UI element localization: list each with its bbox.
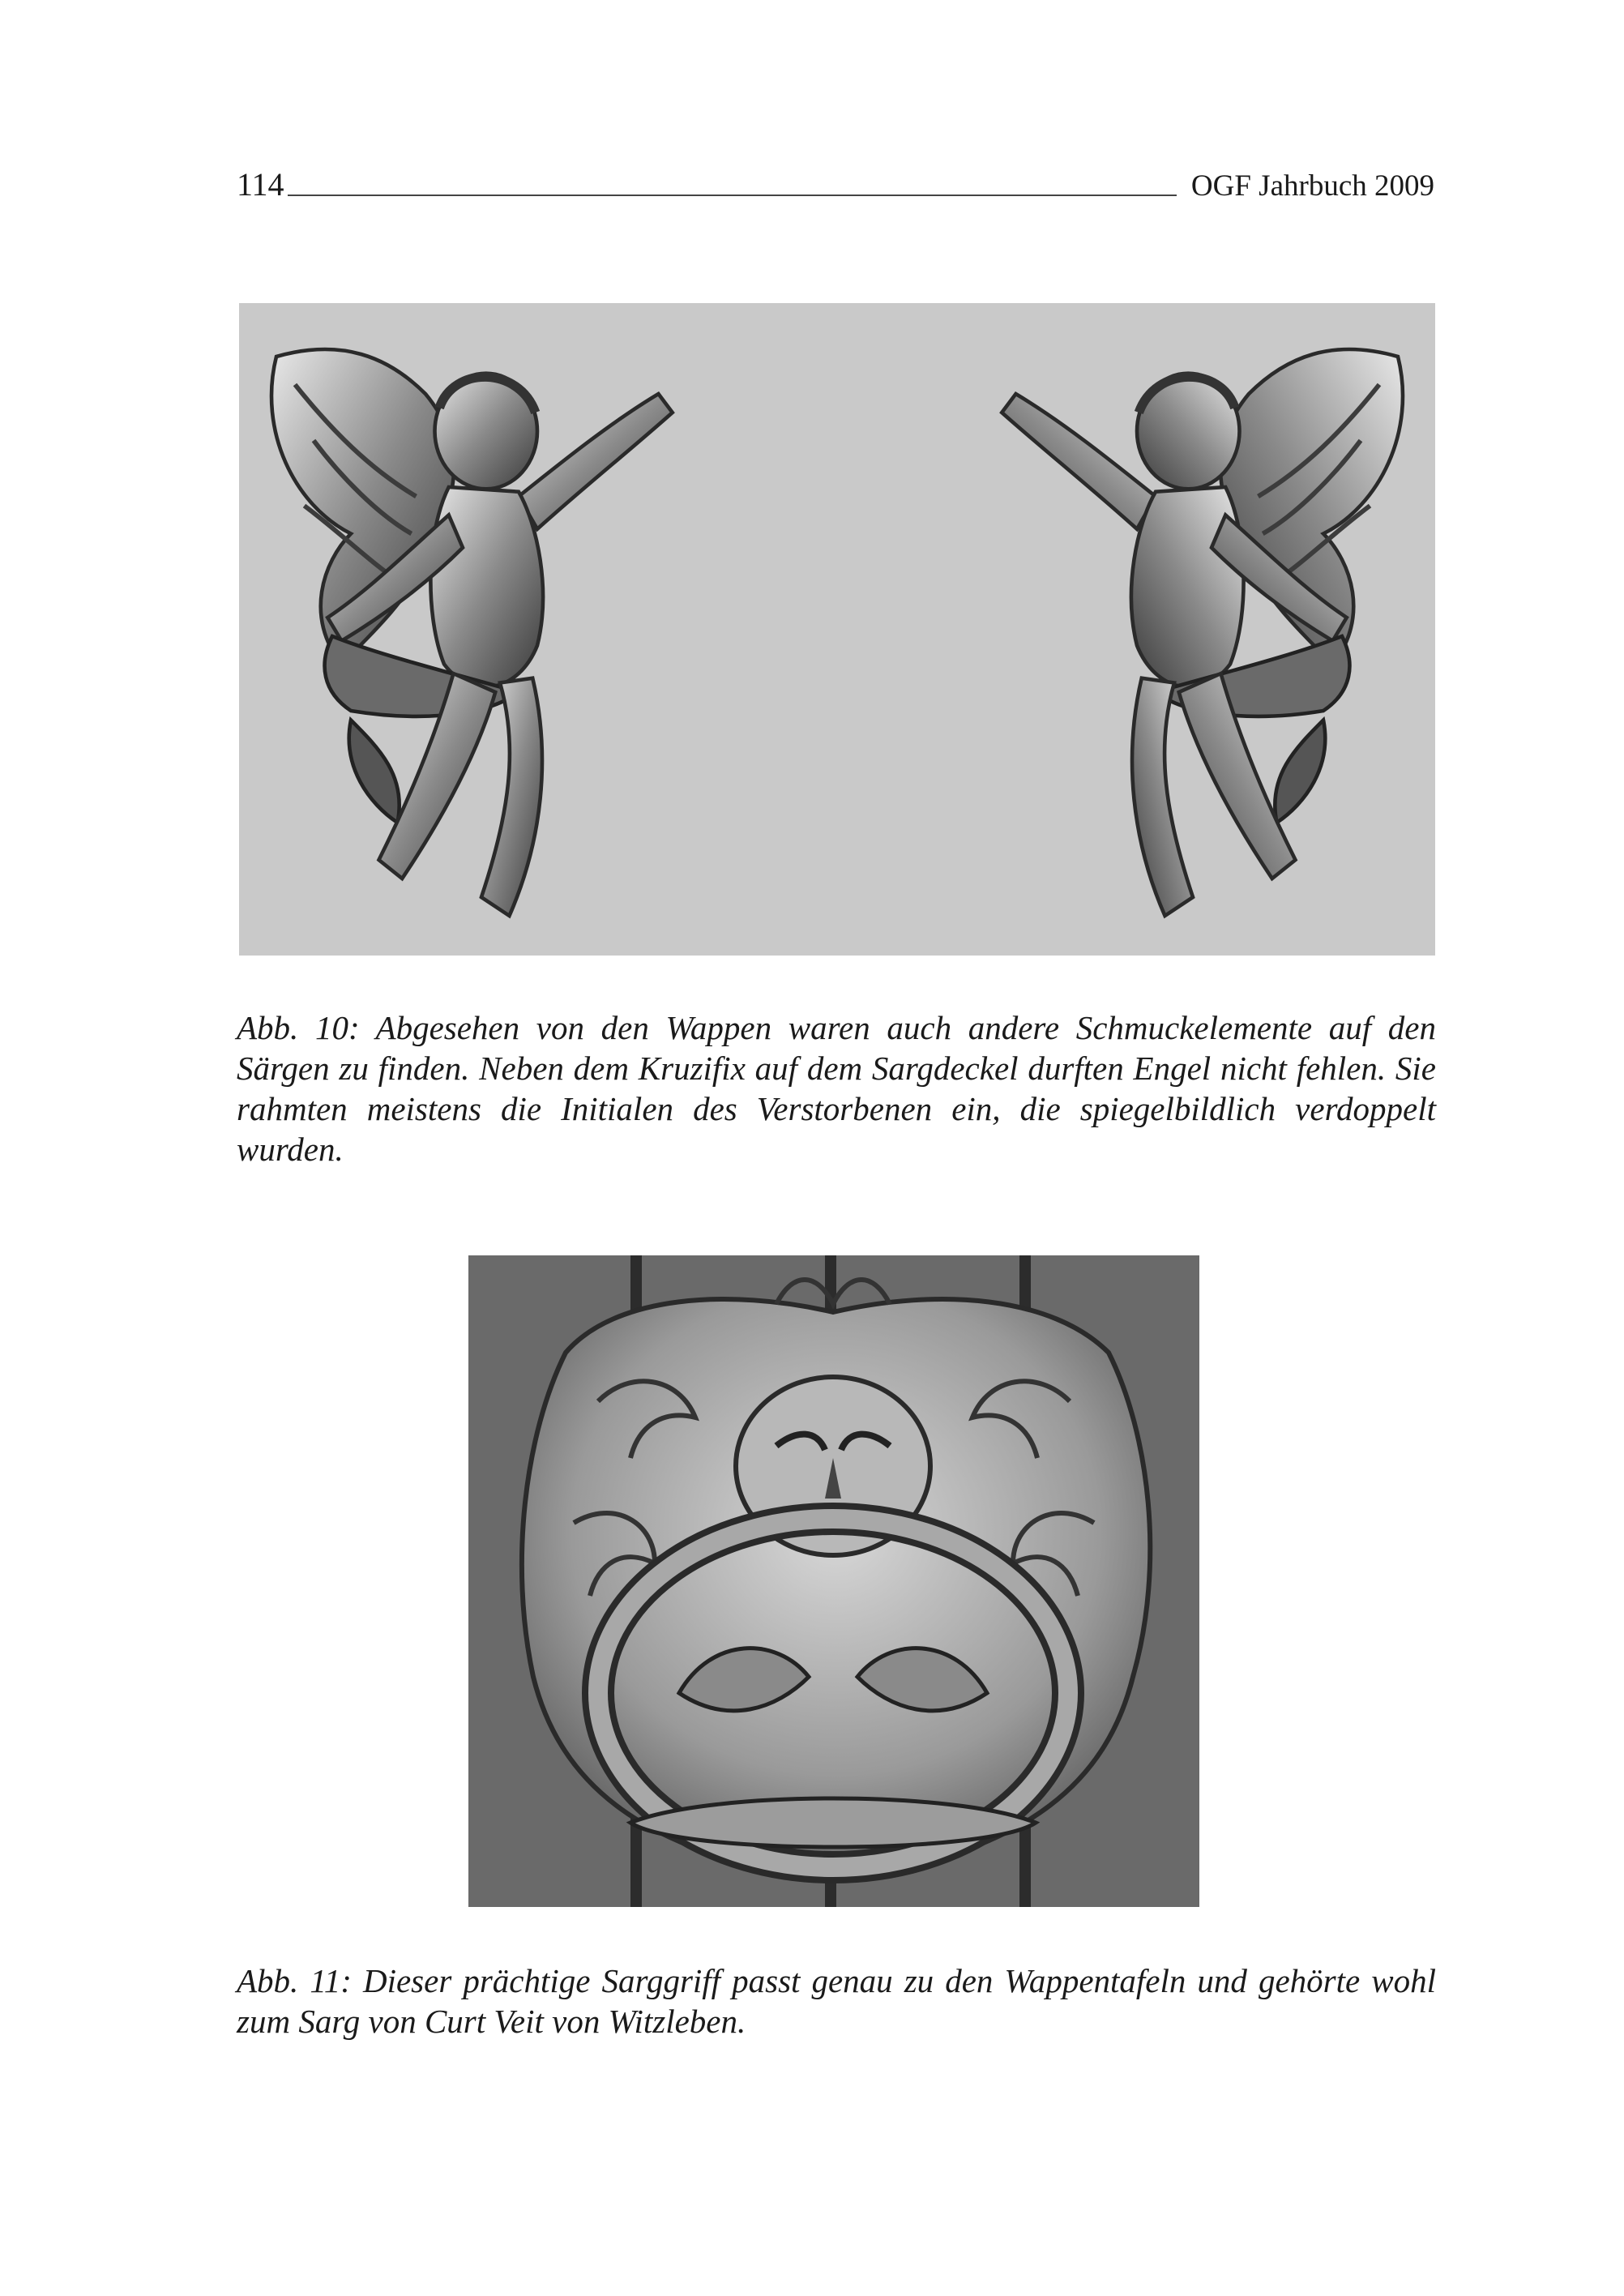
figure-11-caption: Abb. 11: Dieser prächtige Sarggriff passt genau zu den Wappentafeln und gehörte wohl zum Sarg von Curt Veit von Witzleben. [237,1962,1436,2040]
page-number: 114 [237,166,284,203]
figure-10-caption: Abb. 10: Abgesehen von den Wappen waren auch andere Schmuckelemente auf den Särgen zu finden. Neben dem Kruzifix auf dem Sargdeckel durften Engel nicht fehlen. Sie rahmten meistens die Initialen des Verstorbenen ein, die spiegelbildlich verdoppelt wurden. [237,1009,1436,1168]
header-rule [288,195,1177,196]
figure-10-angels-photo [239,303,1435,956]
angels-illustration [239,303,1435,956]
journal-title: OGF Jahrbuch 2009 [1190,169,1434,203]
running-header [237,144,1434,201]
figure-11-coffin-handle-photo [468,1255,1199,1907]
coffin-handle-illustration [468,1255,1199,1907]
